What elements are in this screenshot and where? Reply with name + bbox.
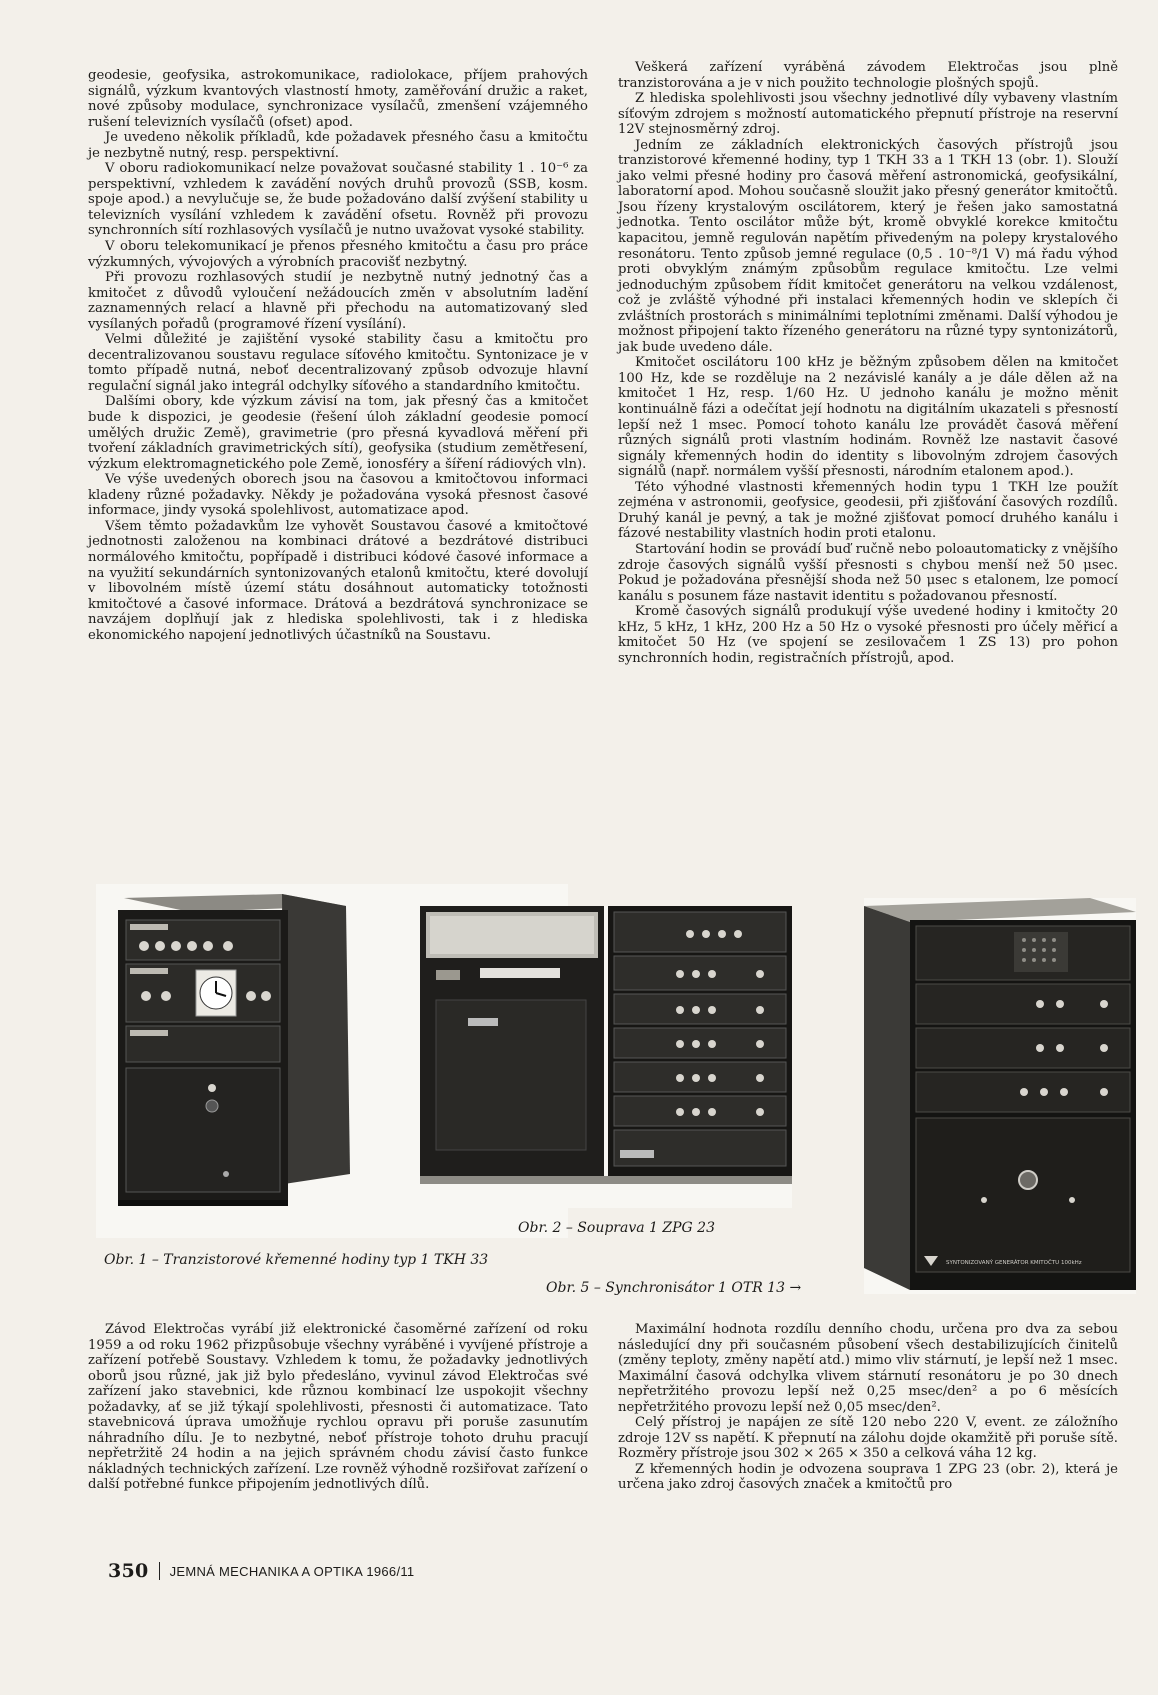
left-column-bottom xyxy=(88,1322,588,1493)
footer-divider xyxy=(159,1562,160,1580)
paragraph: Této výhodné vlastnosti křemenných hodin typu 1 TKH lze použít zejména v astronomii, geofysice, geodesii, při zjišťování časových rozdílů. Druhý kanál je pevný, a tak je možné zjišťovat pomocí druhého kanálu i fázové nestability vlastních hodin proti etalonu. xyxy=(618,479,1118,542)
paragraph: geodesie, geofysika, astrokomunikace, radiolokace, příjem prahových signálů, výzkum kvantových vlastností hmoty, zaměřování družic a raket, nové způsoby modulace, synchronizace vysílačů, zmenšení vzájemného rušení televizních vysílačů (ofset) apod. xyxy=(88,68,588,130)
paragraph: Velmi důležité je zajištění vysoké stability času a kmitočtu pro decentralizovanou soustavu regulace síťového kmitočtu. Syntonizace je v tomto případě nutná, neboť decentralizovaný způsob odvozuje hlavní regulační signál jako integrál odchylky síťového a standardního kmitočtu. xyxy=(88,332,588,394)
paragraph: Z křemenných hodin je odvozena souprava 1 ZPG 23 (obr. 2), která je určena jako zdroj časových značek a kmitočtů pro xyxy=(618,1461,1118,1493)
page-footer xyxy=(108,1560,414,1582)
paragraph: Při provozu rozhlasových studií je nezbytně nutný jednotný čas a kmitočet z důvodů vyloučení nežádoucích změn v absolutním ladění zaznamenných relací a hlavně při přechodu na automatizovaný sled vysílaných pořadů (programové řízení vysílání). xyxy=(88,270,588,332)
right-column-top xyxy=(618,60,1118,666)
journal-title: JEMNÁ MECHANIKA A OPTIKA 1966/11 xyxy=(169,1563,415,1579)
paragraph: Je uvedeno několik příkladů, kde požadavek přesného času a kmitočtu je nezbytně nutný, resp. perspektivní. xyxy=(88,130,588,161)
paragraph: Startování hodin se provádí buď ručně nebo poloautomaticky z vnějšího zdroje časových signálů vyšší přesnosti s chybou menší než 50 μsec. Pokud je požadována přesnější shoda než 50 μsec s etalonem, lze pomocí kanálu s posunem fáze nastavit identitu s požadovanou přesností. xyxy=(618,541,1118,604)
right-column-bottom xyxy=(618,1322,1118,1493)
left-column-top xyxy=(88,68,588,643)
paragraph: Celý přístroj je napájen ze sítě 120 nebo 220 V, event. ze záložního zdroje 12V ss napětí. K přepnutí na zálohu dojde okamžitě při poruše sítě. Rozměry přístroje jsou 302 × 265 × 350 a celková váha 12 kg. xyxy=(618,1415,1118,1462)
paragraph: V oboru telekomunikací je přenos přesného kmitočtu a času pro práce výzkumných, vývojových a výrobních pracovišť nezbytný. xyxy=(88,239,588,270)
figure-5-photo xyxy=(864,898,1136,1294)
paragraph: Dalšími obory, kde výzkum závisí na tom, jak přesný čas a kmitočet bude k dispozici, je geodesie (řešení úloh základní geodesie pomocí umělých družic Země), gravimetrie (pro přesná kyvadlová měření při tvoření základních gravimetrických sítí), geofysika (studium zemětřesení, výzkum elektromagnetického pole Země, ionosféry a šíření rádiových vln). xyxy=(88,394,588,472)
paragraph: Maximální hodnota rozdílu denního chodu, určena pro dva za sebou následující dny při současném působení všech destabilizujících činitelů (změny teploty, změny napětí atd.) mimo vliv stárnutí, je lepší než 1 msec. Maximální časová odchylka vlivem stárnutí resonátoru je po 30 dnech nepřetržitého provozu lepší než 0,25 msec/den² a po 6 měsících nepřetržitého provozu lepší než 0,05 msec/den². xyxy=(618,1322,1118,1415)
figure-2-photo xyxy=(420,906,792,1208)
paragraph: Jedním ze základních elektronických časových přístrojů jsou tranzistorové křemenné hodiny, typ 1 TKH 33 a 1 TKH 13 (obr. 1). Slouží jako velmi přesné hodiny pro časová měření astronomická, geofysikální, laboratorní apod. Mohou současně sloužit jako přesný generátor kmitočtů. Jsou řízeny krystalovým oscilátorem, který je řešen jako samostatná jednotka. Tento oscilátor může být, kromě obvyklé korekce kmitočtu kapacitou, jemně regulován napětím přivedeným na polepy krystalového resonátoru. Tento způsob jemné regulace (0,5 . 10⁻⁸/1 V) má řadu výhod proti obvyklým známým způsobům regulace kmitočtu. Lze velmi jednoduchým způsobem řídit kmitočet generátoru na velkou vzdálenost, což je zvláště výhodné při instalaci křemenných hodin ve sklepích či zvláštních prostorách s minimálními teplotními změnami. Další výhodou je možnost připojení takto řízeného generátoru na různé typy syntonizátorů, jak bude uvedeno dále. xyxy=(618,137,1118,355)
page-number: 350 xyxy=(108,1560,149,1582)
paragraph: Kromě časových signálů produkují výše uvedené hodiny i kmitočty 20 kHz, 5 kHz, 1 kHz, 200 Hz a 50 Hz o vysoké přesnosti pro účely měřicí a kmitočet 50 Hz (ve spojení se zesilovačem 1 ZS 13) pro pohon synchronních hodin, registračních přístrojů, apod. xyxy=(618,604,1118,666)
paragraph: V oboru radiokomunikací nelze považovat současné stability 1 . 10⁻⁶ za perspektivní, vzhledem k zavádění nových druhů provozů (SSB, kosm. spoje apod.) a nevylučuje se, že bude požadováno další zvýšení stability u televizních vysílání vzhledem k zavádění ofsetu. Rovněž při provozu synchronních sítí rozhlasových vysílačů je nutno uvažovat vysoké stability. xyxy=(88,161,588,239)
synchronizer-otr-13-image xyxy=(864,898,1136,1294)
paragraph: Ve výše uvedených oborech jsou na časovou a kmitočtovou informaci kladeny různé požadavky. Někdy je požadována vysoká přesnost časové informace, jindy vysoká spolehlivost, automatizace apod. xyxy=(88,472,588,519)
paragraph: Kmitočet oscilátoru 100 kHz je běžným způsobem dělen na kmitočet 100 Hz, kde se rozděluje na 2 nezávislé kanály a je dále dělen až na kmitočet 1 Hz, resp. 1/60 Hz. U jednoho kanálu je možno měnit kontinuálně fázi a odečítat její hodnotu na digitálním ukazateli s přesností lepší než 1 msec. Pomocí tohoto kanálu lze provádět časová měření různých signálů proti vlastním hodinám. Rovněž lze nastavit časové signály křemenných hodin do identity s libovolným zdrojem časových signálů (např. normálem vyšší přesnosti, národním etalonem apod.). xyxy=(618,355,1118,480)
paragraph: Závod Elektročas vyrábí již elektronické časoměrné zařízení od roku 1959 a od roku 1962 přizpůsobuje všechny vyráběné i vyvíjené přístroje a zařízení potřebě Soustavy. Vzhledem k tomu, že požadavky jednotlivých oborů jsou různé, jak již bylo předesláno, vyvinul závod Elektročas své zařízení jako stavebnici, kde různou kombinací lze uspokojit všechny požadavky, ať se již týkají spolehlivosti, přesnosti či automatizace. Tato stavebnicová úprava umožňuje rychlou opravu při poruše zasunutím náhradního dílu. Je to nezbytné, neboť přístroje tohoto druhu pracují nepřetržitě 24 hodin a na jejich správném chodu závisí často funkce nákladných technických zařízení. Lze rovněž výhodně rozšiřovat zařízení o další potřebné funkce připojením jednotlivých dílů. xyxy=(88,1322,588,1493)
figure-1-caption: Obr. 1 – Tranzistorové křemenné hodiny typ 1 TKH 33 xyxy=(104,1252,489,1268)
paragraph: Z hlediska spolehlivosti jsou všechny jednotlivé díly vybaveny vlastním síťovým zdrojem s možností automatického přepnutí přístroje na reservní 12V stejnosměrný zdroj. xyxy=(618,91,1118,138)
zpg-23-rack-image xyxy=(420,906,792,1208)
paragraph: Veškerá zařízení vyráběná závodem Elektročas jsou plně tranzistorována a je v nich použito technologie plošných spojů. xyxy=(618,60,1118,91)
figure-5-caption: Obr. 5 – Synchronisátor 1 OTR 13 → xyxy=(546,1280,802,1296)
figure-2-caption: Obr. 2 – Souprava 1 ZPG 23 xyxy=(518,1220,715,1236)
paragraph: Všem těmto požadavkům lze vyhovět Soustavou časové a kmitočtové jednotnosti založenou na kombinaci drátové a bezdrátové distribuci normálového kmitočtu, popřípadě i distribuci kódové časové informace a na využití sekundárních syntonizovaných etalonů kmitočtu, které dovolují v libovolném místě území státu dosáhnout automaticky totožnosti kmitočtové a časové informace. Drátová a bezdrátová synchronizace se navzájem doplňují jak z hlediska spolehlivosti, tak i z hlediska ekonomického napojení jednotlivých účastníků na Soustavu. xyxy=(88,518,588,643)
generator-panel-label: SYNTONIZOVANÝ GENERÁTOR KMITOČTU 100kHz xyxy=(946,1260,1082,1266)
